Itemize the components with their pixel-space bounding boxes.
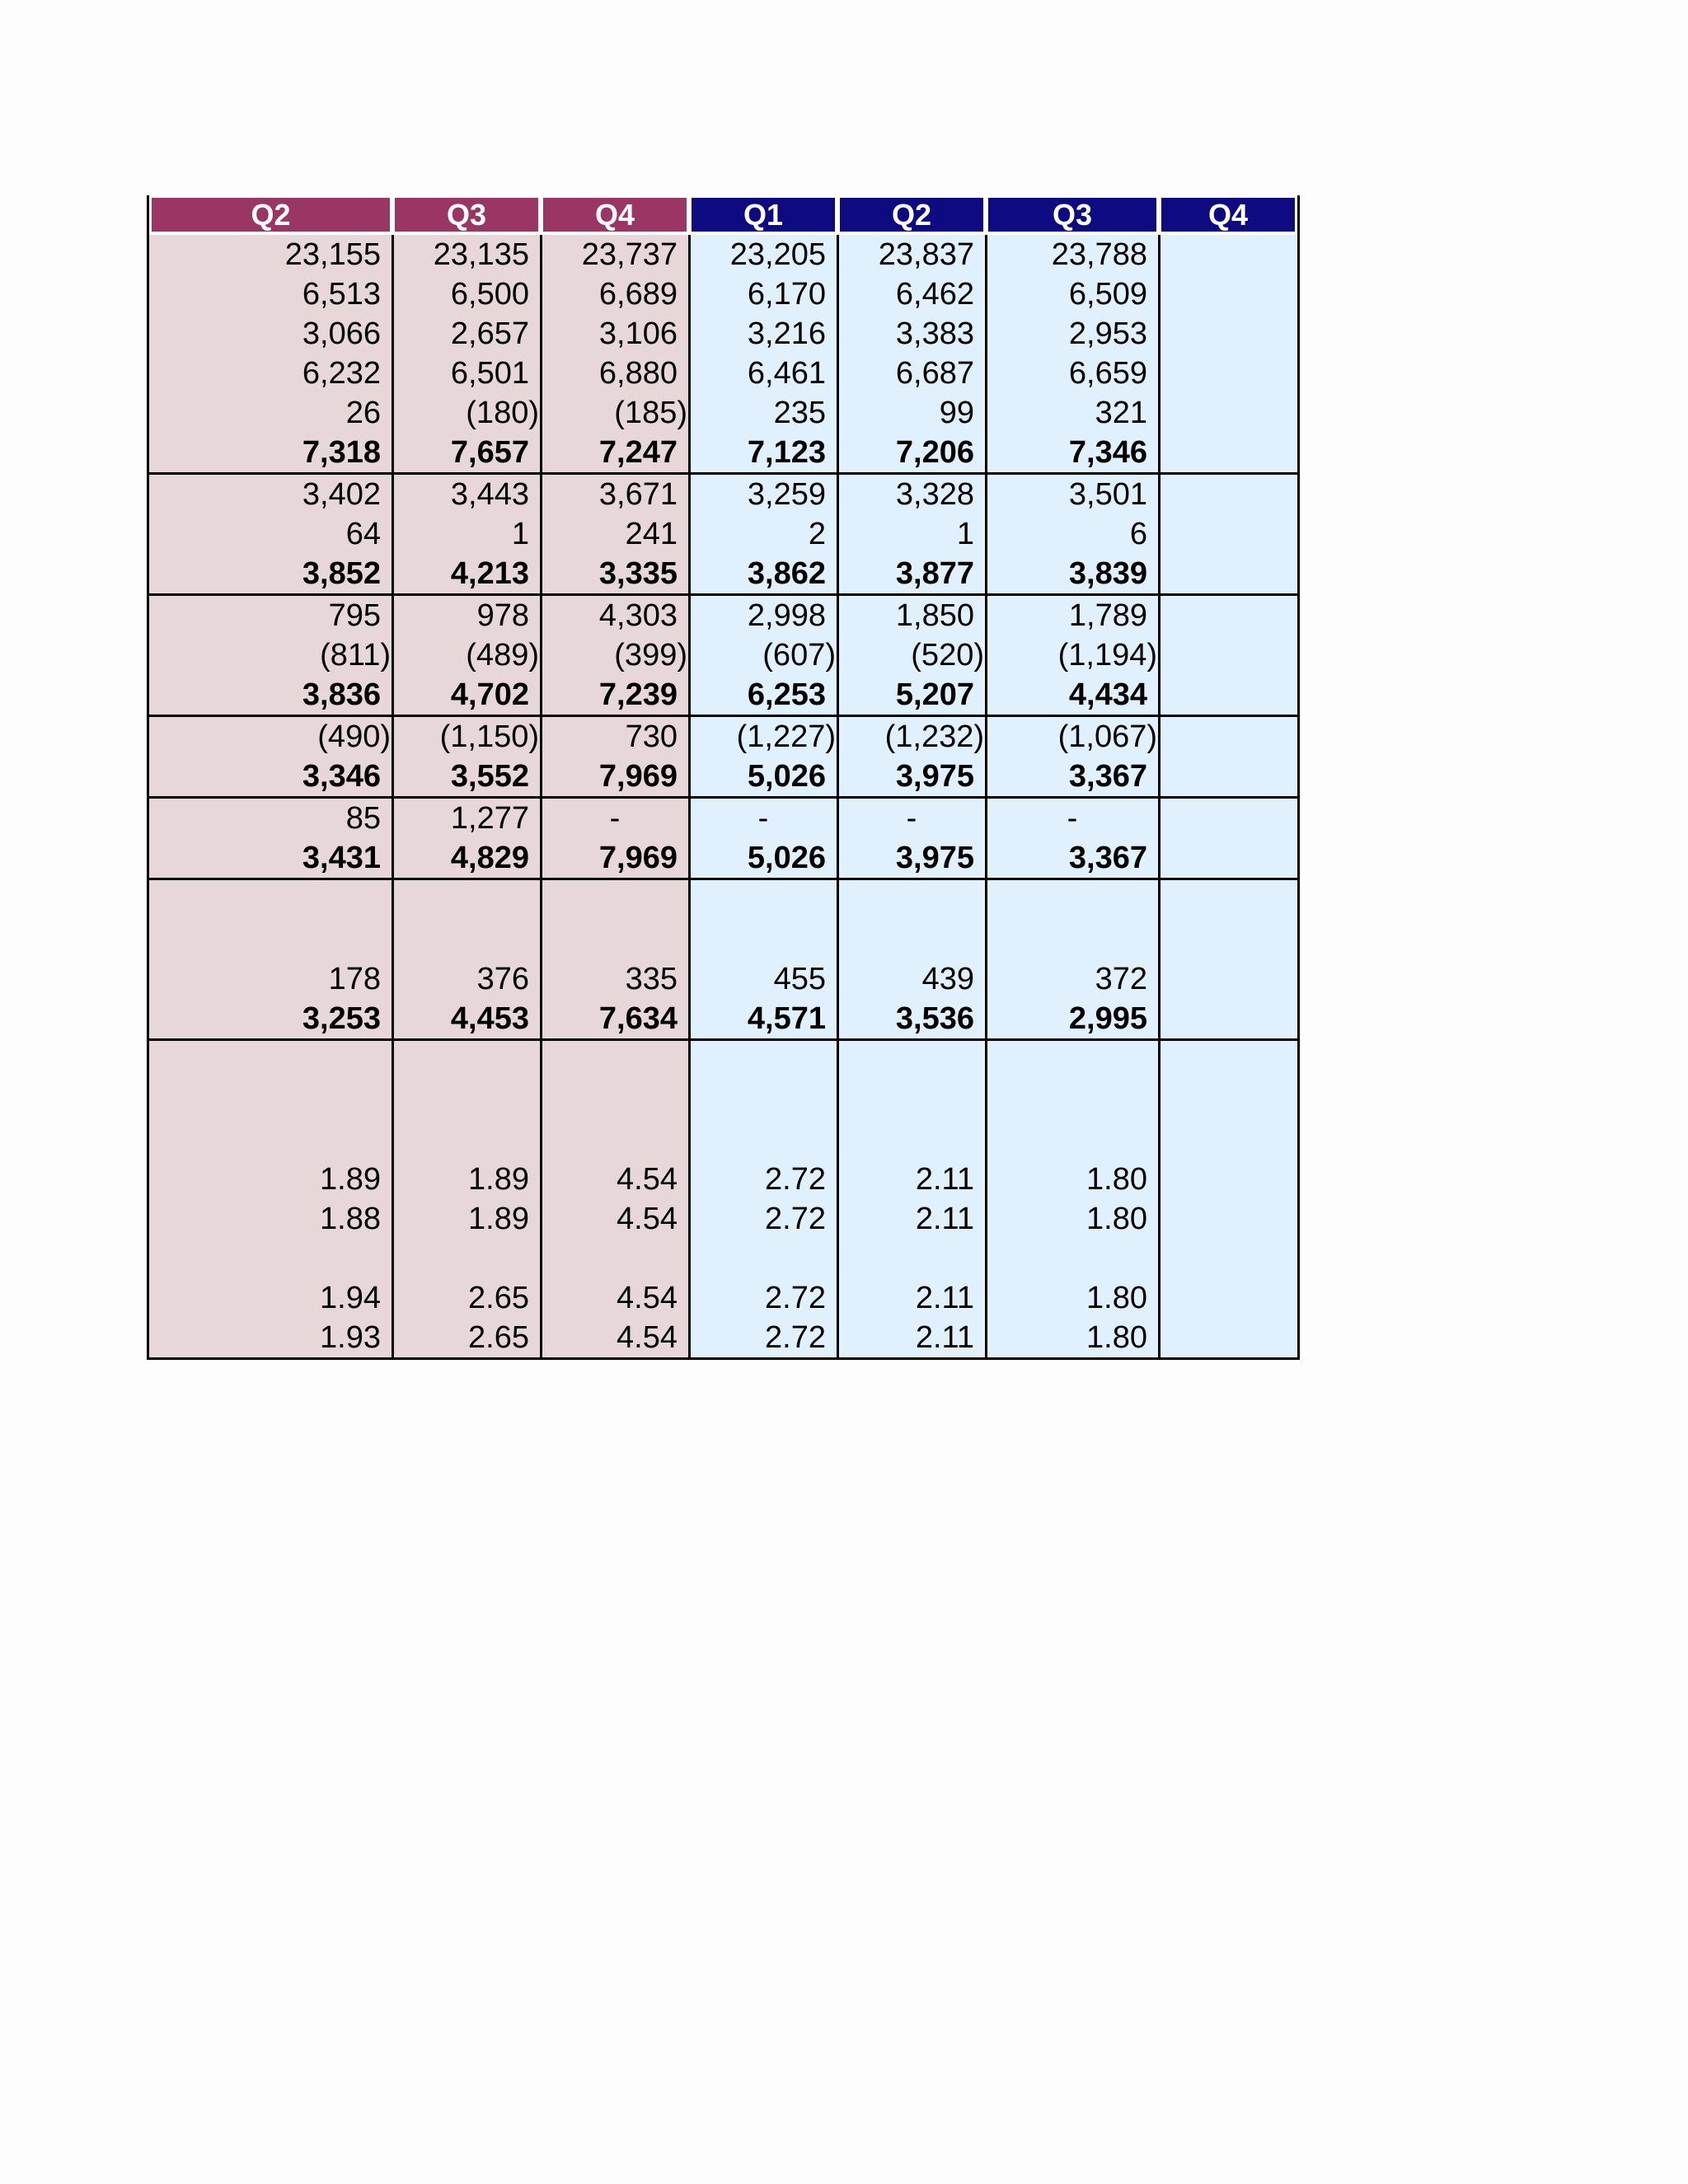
table-cell	[1159, 999, 1297, 1038]
table-cell	[1159, 1318, 1297, 1357]
table-cell: 6,170	[747, 277, 826, 312]
column-divider	[392, 235, 394, 1357]
table-cell: 5,026	[747, 759, 826, 794]
table-cell: 3,431	[302, 841, 381, 875]
table-cell: 1.94	[320, 1281, 381, 1315]
table-cell	[689, 1120, 837, 1160]
table-row	[149, 235, 1297, 274]
table-cell	[1159, 1160, 1297, 1199]
table-cell: 1.89	[320, 1162, 381, 1197]
table-cell: 2.72	[765, 1202, 826, 1236]
table-cell: 1,850	[895, 598, 974, 633]
table-cell: 7,247	[598, 435, 678, 470]
table-row	[149, 1318, 1297, 1357]
table-cell	[689, 880, 837, 920]
table-cell: 178	[328, 962, 381, 996]
table-cell	[689, 1239, 837, 1278]
table-cell	[392, 920, 541, 959]
table-cell: 235	[773, 396, 826, 430]
table-cell	[149, 1080, 392, 1120]
table-cell: 4,434	[1068, 677, 1147, 712]
table-cell	[392, 1239, 541, 1278]
table-cell: 376	[476, 962, 529, 996]
table-cell: 4,571	[747, 1001, 826, 1036]
table-cell	[1159, 1239, 1297, 1278]
table-cell	[1159, 635, 1297, 675]
table-cell: (1,227)	[736, 719, 836, 754]
table-cell: 23,205	[729, 237, 826, 272]
table-cell: 2.11	[915, 1281, 974, 1315]
table-cell: 2.11	[915, 1320, 974, 1355]
table-cell	[1159, 1278, 1297, 1318]
table-cell: 2.72	[765, 1320, 826, 1355]
table-row	[149, 1041, 1297, 1080]
table-cell	[1159, 274, 1297, 314]
table-cell: (185)	[614, 396, 687, 430]
table-row	[149, 1278, 1297, 1318]
column-divider	[1158, 235, 1160, 1357]
table-cell	[149, 880, 392, 920]
table-cell: 3,066	[302, 316, 381, 351]
table-cell	[1159, 675, 1297, 715]
table-cell: 99	[939, 396, 974, 430]
table-cell	[149, 1120, 392, 1160]
table-cell	[1159, 514, 1297, 554]
table-cell: 3,839	[1068, 556, 1147, 591]
table-cell: (811)	[320, 638, 391, 673]
table-cell	[1159, 880, 1297, 920]
table-cell: 4.54	[617, 1281, 678, 1315]
column-divider	[985, 235, 987, 1357]
table-cell: 1.89	[468, 1162, 529, 1197]
table-row	[149, 1199, 1297, 1239]
table-cell: 64	[345, 517, 381, 551]
table-cell: 6,232	[302, 356, 381, 391]
table-cell	[986, 1120, 1159, 1160]
table-cell: 2.11	[915, 1202, 974, 1236]
table-cell: -	[906, 801, 917, 836]
table-cell	[1159, 959, 1297, 999]
table-cell: 3,328	[895, 477, 974, 512]
column-header-3: Q4	[543, 198, 687, 232]
table-cell: 3,501	[1068, 477, 1147, 512]
row-group-7	[149, 1041, 1297, 1357]
table-cell: 4,453	[450, 1001, 529, 1036]
table-cell: (1,150)	[439, 719, 539, 754]
column-header-1: Q2	[152, 198, 390, 232]
table-row	[149, 274, 1297, 314]
table-cell	[1159, 1080, 1297, 1120]
table-cell: 2,657	[450, 316, 529, 351]
table-cell: 7,123	[747, 435, 826, 470]
table-row	[149, 959, 1297, 999]
table-cell: (490)	[317, 719, 391, 754]
table-cell	[837, 920, 986, 959]
table-cell: 6,500	[450, 277, 529, 312]
table-cell: 730	[625, 719, 678, 754]
table-cell: 1	[956, 517, 974, 551]
table-cell: 3,877	[895, 556, 974, 591]
table-cell	[837, 1080, 986, 1120]
table-cell: 1.93	[320, 1320, 381, 1355]
table-cell: 2.72	[765, 1162, 826, 1197]
table-cell: 1.80	[1086, 1281, 1147, 1315]
table-row	[149, 596, 1297, 635]
table-cell: 1.88	[320, 1202, 381, 1236]
table-cell	[837, 1120, 986, 1160]
subtotal-row	[149, 838, 1297, 878]
table-cell: 6,659	[1068, 356, 1147, 391]
table-row	[149, 880, 1297, 920]
table-cell: (180)	[466, 396, 539, 430]
table-cell: 372	[1095, 962, 1147, 996]
table-cell: 1.80	[1086, 1162, 1147, 1197]
table-cell: 3,253	[302, 1001, 381, 1036]
table-cell: 2,953	[1068, 316, 1147, 351]
table-row	[149, 1239, 1297, 1278]
column-header-5: Q2	[840, 198, 983, 232]
row-group-5	[149, 799, 1297, 880]
table-cell	[986, 1239, 1159, 1278]
table-cell	[837, 880, 986, 920]
table-row	[149, 920, 1297, 959]
table-cell	[392, 1120, 541, 1160]
table-cell	[541, 1080, 689, 1120]
table-cell: 3,402	[302, 477, 381, 512]
column-divider	[688, 235, 691, 1357]
table-cell: 7,239	[598, 677, 678, 712]
table-cell: 3,975	[895, 759, 974, 794]
column-header-4: Q1	[692, 198, 835, 232]
table-cell	[392, 1080, 541, 1120]
table-cell: 85	[345, 801, 381, 836]
table-cell	[541, 1239, 689, 1278]
table-cell: 4.54	[617, 1320, 678, 1355]
table-row	[149, 717, 1297, 757]
table-cell	[1159, 393, 1297, 433]
row-group-3	[149, 596, 1297, 717]
table-cell: 3,862	[747, 556, 826, 591]
table-cell: 23,135	[433, 237, 529, 272]
table-cell	[1159, 717, 1297, 757]
subtotal-row	[149, 999, 1297, 1038]
table-cell: 7,346	[1068, 435, 1147, 470]
table-cell: 26	[345, 396, 381, 430]
table-cell: 1,789	[1068, 598, 1147, 633]
table-cell: (1,194)	[1057, 638, 1157, 673]
row-group-4	[149, 717, 1297, 799]
table-cell: 23,788	[1051, 237, 1147, 272]
table-cell: 3,367	[1068, 841, 1147, 875]
table-row	[149, 1080, 1297, 1120]
table-cell: 1	[511, 517, 529, 551]
table-cell: (489)	[466, 638, 539, 673]
quarterly-table	[147, 195, 1300, 1360]
table-cell: 4.54	[617, 1162, 678, 1197]
table-cell	[986, 880, 1159, 920]
table-cell	[1159, 1041, 1297, 1080]
table-cell: 3,836	[302, 677, 381, 712]
table-cell: 6,253	[747, 677, 826, 712]
table-cell: (607)	[762, 638, 836, 673]
table-cell: 4,213	[450, 556, 529, 591]
table-cell	[1159, 235, 1297, 274]
table-cell: 3,346	[302, 759, 381, 794]
table-cell: 3,367	[1068, 759, 1147, 794]
table-row	[149, 514, 1297, 554]
table-cell	[1159, 799, 1297, 838]
table-cell	[1159, 757, 1297, 796]
table-cell: 3,975	[895, 841, 974, 875]
table-cell	[986, 920, 1159, 959]
table-cell: 6,462	[895, 277, 974, 312]
table-cell: 3,671	[598, 477, 678, 512]
row-group-1	[149, 235, 1297, 475]
table-cell	[1159, 1120, 1297, 1160]
column-header-7: Q4	[1161, 198, 1295, 232]
table-cell	[1159, 314, 1297, 354]
row-group-6	[149, 880, 1297, 1041]
table-cell	[1159, 1199, 1297, 1239]
table-row	[149, 1120, 1297, 1160]
table-cell	[541, 880, 689, 920]
table-cell	[541, 1041, 689, 1080]
table-cell: 6,501	[450, 356, 529, 391]
table-row	[149, 799, 1297, 838]
table-cell: 3,443	[450, 477, 529, 512]
table-cell: 3,552	[450, 759, 529, 794]
table-cell: 6,880	[598, 356, 678, 391]
table-cell: 6,687	[895, 356, 974, 391]
table-row	[149, 393, 1297, 433]
table-row	[149, 314, 1297, 354]
table-cell	[149, 920, 392, 959]
row-group-2	[149, 475, 1297, 596]
table-cell: 5,026	[747, 841, 826, 875]
column-divider	[837, 235, 839, 1357]
table-cell	[689, 1080, 837, 1120]
table-cell: 321	[1095, 396, 1147, 430]
table-cell	[1159, 475, 1297, 514]
table-cell: -	[609, 801, 621, 836]
table-cell: 1.80	[1086, 1202, 1147, 1236]
table-row	[149, 1160, 1297, 1199]
table-cell: 4,829	[450, 841, 529, 875]
table-cell	[986, 1080, 1159, 1120]
subtotal-row	[149, 554, 1297, 593]
table-cell: 7,969	[598, 841, 678, 875]
table-cell: 4,702	[450, 677, 529, 712]
table-cell: 2,998	[747, 598, 826, 633]
table-cell	[1159, 354, 1297, 393]
table-body	[149, 235, 1297, 1357]
column-header-2: Q3	[395, 198, 538, 232]
header-row	[149, 195, 1297, 235]
table-cell: 23,737	[581, 237, 678, 272]
column-divider	[540, 235, 542, 1357]
table-row	[149, 354, 1297, 393]
table-cell: 6,509	[1068, 277, 1147, 312]
table-cell: (1,232)	[884, 719, 984, 754]
table-cell: 6	[1129, 517, 1147, 551]
table-cell: 3,259	[747, 477, 826, 512]
subtotal-row	[149, 757, 1297, 796]
table-cell: 439	[921, 962, 974, 996]
table-cell	[689, 920, 837, 959]
table-cell: -	[757, 801, 769, 836]
table-cell: 7,318	[302, 435, 381, 470]
subtotal-row	[149, 675, 1297, 715]
table-cell	[149, 1239, 392, 1278]
table-row	[149, 635, 1297, 675]
table-cell	[837, 1239, 986, 1278]
table-cell: 6,461	[747, 356, 826, 391]
table-cell	[1159, 838, 1297, 878]
table-cell: 3,216	[747, 316, 826, 351]
table-cell	[541, 920, 689, 959]
table-cell: 6,689	[598, 277, 678, 312]
table-cell	[149, 1041, 392, 1080]
table-cell: 335	[625, 962, 678, 996]
table-cell: 1.89	[468, 1202, 529, 1236]
table-cell	[837, 1041, 986, 1080]
table-cell: 3,852	[302, 556, 381, 591]
table-cell: 7,206	[895, 435, 974, 470]
table-cell: 3,335	[598, 556, 678, 591]
table-cell: 795	[328, 598, 381, 633]
table-cell	[1159, 554, 1297, 593]
table-cell: 3,383	[895, 316, 974, 351]
table-cell	[541, 1120, 689, 1160]
table-cell: 7,657	[450, 435, 529, 470]
table-cell: 2.65	[468, 1320, 529, 1355]
table-cell: 3,106	[598, 316, 678, 351]
table-cell: 2	[808, 517, 826, 551]
table-cell	[986, 1041, 1159, 1080]
table-cell: 5,207	[895, 677, 974, 712]
table-cell: 1.80	[1086, 1320, 1147, 1355]
table-cell: 2.65	[468, 1281, 529, 1315]
table-cell: (399)	[614, 638, 687, 673]
table-cell: -	[1067, 801, 1078, 836]
table-cell	[1159, 920, 1297, 959]
table-cell: (1,067)	[1057, 719, 1157, 754]
table-cell	[392, 1041, 541, 1080]
table-cell: 2,995	[1068, 1001, 1147, 1036]
table-cell: 7,634	[598, 1001, 678, 1036]
table-row	[149, 475, 1297, 514]
table-cell: 3,536	[895, 1001, 974, 1036]
table-cell: 2.72	[765, 1281, 826, 1315]
column-header-6: Q3	[988, 198, 1156, 232]
subtotal-row	[149, 433, 1297, 472]
table-cell: 241	[625, 517, 678, 551]
table-cell: 2.11	[915, 1162, 974, 1197]
table-cell: 23,155	[284, 237, 381, 272]
table-cell: (520)	[911, 638, 984, 673]
table-cell: 1,277	[450, 801, 529, 836]
table-cell	[392, 880, 541, 920]
table-cell: 4,303	[598, 598, 678, 633]
table-cell: 978	[476, 598, 529, 633]
table-cell: 6,513	[302, 277, 381, 312]
table-cell: 23,837	[878, 237, 974, 272]
table-cell: 455	[773, 962, 826, 996]
table-cell: 4.54	[617, 1202, 678, 1236]
table-cell	[1159, 596, 1297, 635]
table-cell	[689, 1041, 837, 1080]
table-cell: 7,969	[598, 759, 678, 794]
table-cell	[1159, 433, 1297, 472]
